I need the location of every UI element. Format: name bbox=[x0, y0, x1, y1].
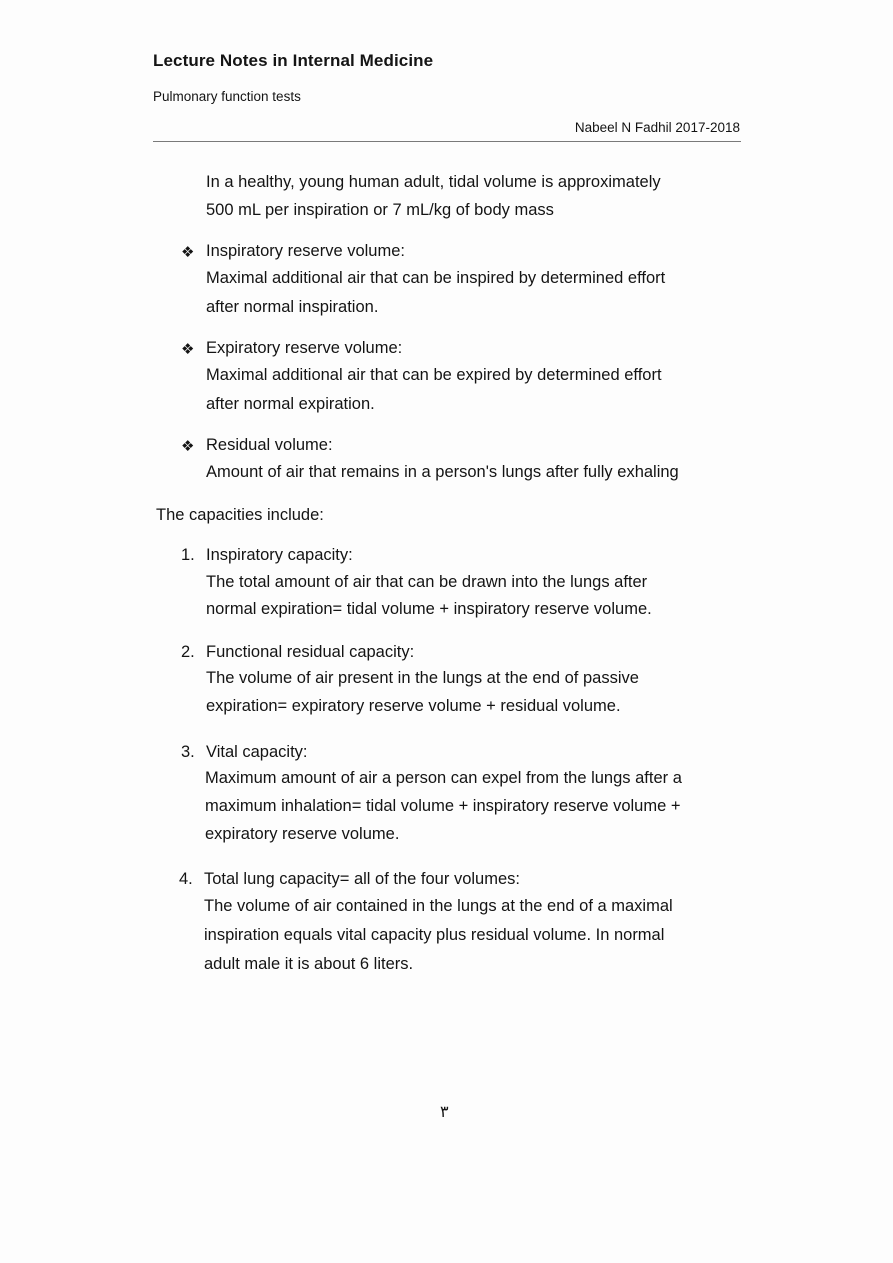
capacity-title: Inspiratory capacity: bbox=[206, 546, 353, 564]
capacity-description: adult male it is about 6 liters. bbox=[204, 955, 414, 973]
list-number: 4. bbox=[179, 870, 193, 888]
author-line: Nabeel N Fadhil 2017-2018 bbox=[574, 120, 740, 135]
volume-title: Residual volume: bbox=[206, 436, 333, 454]
capacity-description: The volume of air contained in the lungs at the end of a maximal bbox=[204, 897, 673, 915]
diamond-bullet-icon: ❖ bbox=[181, 341, 195, 358]
intro-line: In a healthy, young human adult, tidal volume is approximately bbox=[206, 173, 661, 191]
capacity-title: Functional residual capacity: bbox=[206, 643, 415, 661]
capacity-description: The volume of air present in the lungs at the end of passive bbox=[206, 669, 639, 687]
diamond-bullet-icon: ❖ bbox=[181, 244, 195, 261]
volume-description: Maximal additional air that can be inspired by determined effort bbox=[206, 269, 666, 287]
document-subtitle: Pulmonary function tests bbox=[153, 89, 301, 104]
list-number: 3. bbox=[181, 743, 195, 761]
volume-title: Inspiratory reserve volume: bbox=[206, 242, 405, 260]
capacity-description: normal expiration= tidal volume + inspiratory reserve volume. bbox=[206, 600, 652, 618]
capacities-heading: The capacities include: bbox=[156, 506, 324, 524]
capacity-description: expiratory reserve volume. bbox=[205, 825, 400, 843]
volume-description: Amount of air that remains in a person's lungs after fully exhaling bbox=[206, 463, 679, 481]
capacity-description: maximum inhalation= tidal volume + inspiratory reserve volume + bbox=[205, 797, 681, 815]
list-number: 1. bbox=[181, 546, 195, 564]
capacity-title: Vital capacity: bbox=[206, 743, 308, 761]
volume-title: Expiratory reserve volume: bbox=[206, 339, 403, 357]
header-divider bbox=[153, 141, 741, 142]
list-number: 2. bbox=[181, 643, 195, 661]
diamond-bullet-icon: ❖ bbox=[181, 438, 195, 455]
document-title: Lecture Notes in Internal Medicine bbox=[153, 51, 434, 70]
volume-description: after normal expiration. bbox=[206, 395, 375, 413]
capacity-description: Maximum amount of air a person can expel from the lungs after a bbox=[205, 769, 682, 787]
capacity-description: inspiration equals vital capacity plus residual volume. In normal bbox=[204, 926, 665, 944]
volume-description: Maximal additional air that can be expired by determined effort bbox=[206, 366, 662, 384]
volume-description: after normal inspiration. bbox=[206, 298, 379, 316]
page-number: ٣ bbox=[440, 1104, 449, 1121]
intro-line: 500 mL per inspiration or 7 mL/kg of body mass bbox=[206, 201, 554, 219]
capacity-description: The total amount of air that can be drawn into the lungs after bbox=[206, 573, 648, 591]
capacity-title: Total lung capacity= all of the four volumes: bbox=[204, 870, 520, 888]
capacity-description: expiration= expiratory reserve volume + residual volume. bbox=[206, 697, 621, 715]
